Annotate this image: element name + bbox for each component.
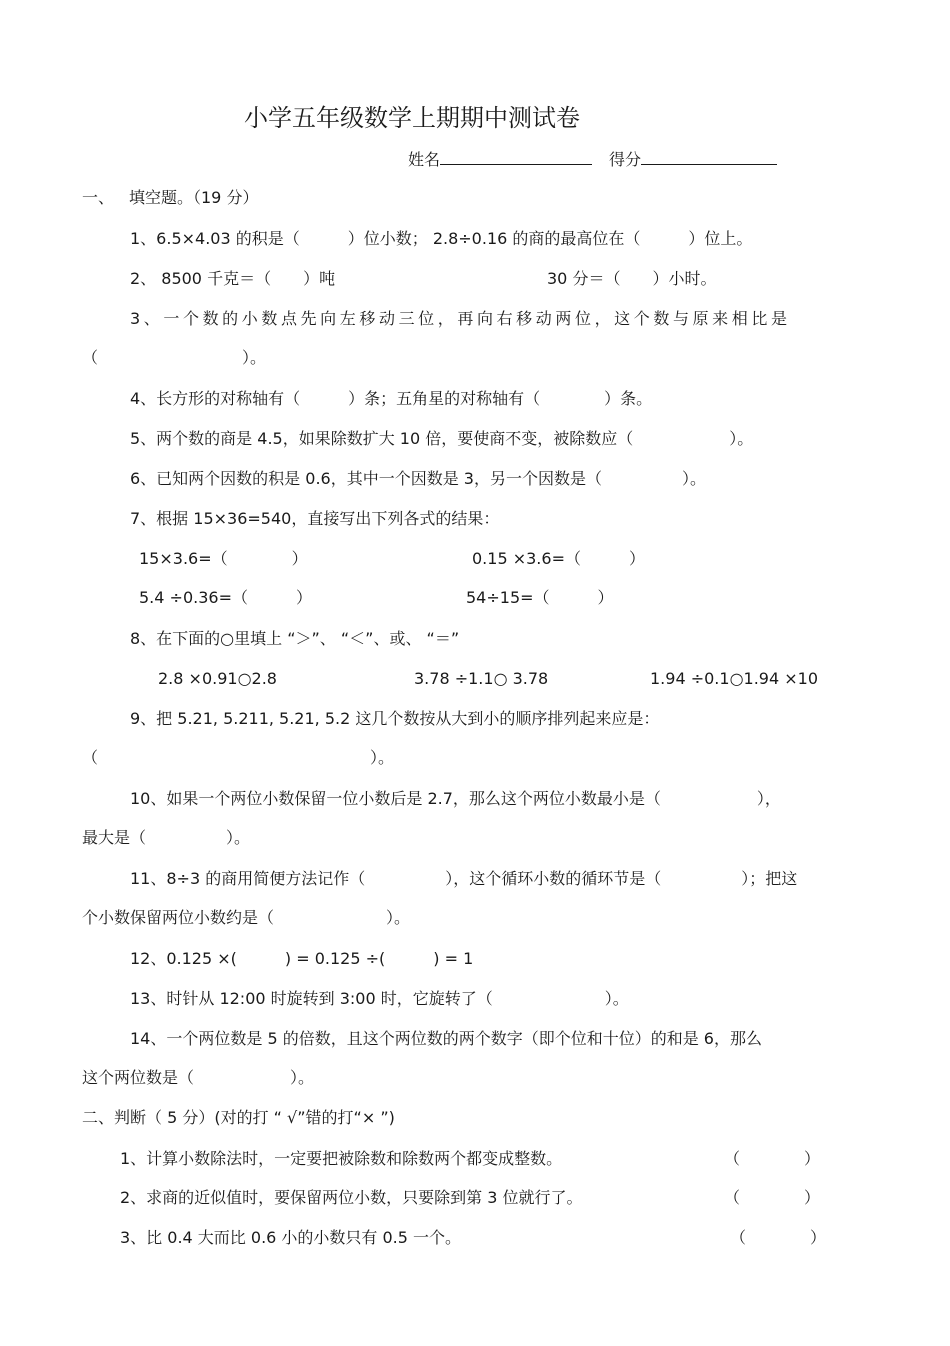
name-label: 姓名	[408, 150, 441, 169]
section1-heading: 填空题。（19 分）	[129, 188, 259, 207]
question-14-line1: 14、一个两位数是 5 的倍数，且这个两位数的两个数字（即个位和十位）的和是 6，那么	[130, 1029, 762, 1048]
score-label: 得分	[609, 150, 642, 169]
question-11-line1: 11、8÷3 的商用简便方法记作（ ），这个循环小数的循环节是（ ）；把这	[130, 869, 798, 888]
question-9-line1: 9、把 5.21, 5.211, 5.21, 5.2 这几个数按从大到小的顺序排列起来应是：	[130, 709, 660, 728]
question-4: 4、长方形的对称轴有（ ）条；五角星的对称轴有（ ）条。	[130, 389, 653, 408]
question-11-line2: 个小数保留两位小数约是（ ）。	[82, 908, 411, 927]
question-7: 7、根据 15×36=540，直接写出下列各式的结果：	[130, 509, 500, 528]
judge-item-3: 3、比 0.4 大而比 0.6 小的小数只有 0.5 一个。	[120, 1228, 462, 1247]
question-2a: 2、 8500 千克＝（ ）吨	[130, 269, 336, 288]
judge-item-1: 1、计算小数除法时，一定要把被除数和除数两个都变成整数。	[120, 1149, 563, 1168]
question-5: 5、两个数的商是 4.5，如果除数扩大 10 倍，要使商不变，被除数应（ ）。	[130, 429, 754, 448]
section1-number: 一、	[82, 188, 115, 207]
name-field	[408, 148, 592, 170]
page-title: 小学五年级数学上期期中测试卷	[244, 104, 580, 132]
question-2b: 30 分＝（ ）小时。	[547, 269, 717, 288]
judge-mark-3[interactable]: （ ）	[730, 1228, 827, 1247]
question-7c: 5.4 ÷0.36=（ ）	[139, 588, 312, 607]
question-3-line1: 3、一个数的小数点先向左移动三位，再向右移动两位，这个数与原来相比是	[130, 309, 791, 328]
name-blank[interactable]	[440, 148, 592, 165]
judge-mark-2[interactable]: （ ）	[724, 1188, 821, 1207]
judge-mark-1[interactable]: （ ）	[724, 1149, 821, 1168]
question-12: 12、0.125 ×( ) = 0.125 ÷( ) = 1	[130, 949, 474, 968]
question-10-line2: 最大是（ ）。	[82, 828, 251, 847]
question-3-line2: （ ）。	[82, 348, 267, 367]
question-14-line2: 这个两位数是（ ）。	[82, 1068, 315, 1087]
question-8c: 1.94 ÷0.1○1.94 ×10	[650, 669, 818, 688]
question-6: 6、已知两个因数的积是 0.6，其中一个因数是 3，另一个因数是（ ）。	[130, 469, 706, 488]
judge-item-2: 2、求商的近似值时，要保留两位小数，只要除到第 3 位就行了。	[120, 1188, 583, 1207]
question-13: 13、时针从 12:00 时旋转到 3:00 时，它旋转了（ ）。	[130, 989, 629, 1008]
question-7b: 0.15 ×3.6=（ ）	[472, 549, 645, 568]
question-10-line1: 10、如果一个两位小数保留一位小数后是 2.7，那么这个两位小数最小是（ ），	[130, 789, 781, 808]
question-1: 1、6.5×4.03 的积是（ ）位小数； 2.8÷0.16 的商的最高位在（ ）位上。	[130, 229, 753, 248]
section2-heading: 二、判断（ 5 分）(对的打 “ √”错的打“× ”)	[82, 1108, 395, 1127]
question-8b: 3.78 ÷1.1○ 3.78	[414, 669, 549, 688]
question-8a: 2.8 ×0.91○2.8	[158, 669, 277, 688]
question-9-line2: （ ）。	[82, 748, 395, 767]
score-field	[609, 148, 777, 170]
score-blank[interactable]	[641, 148, 777, 165]
question-7a: 15×3.6=（ ）	[139, 549, 308, 568]
question-8: 8、在下面的○里填上 “＞”、 “＜”、或、 “＝”	[130, 629, 460, 648]
question-7d: 54÷15=（ ）	[466, 588, 614, 607]
